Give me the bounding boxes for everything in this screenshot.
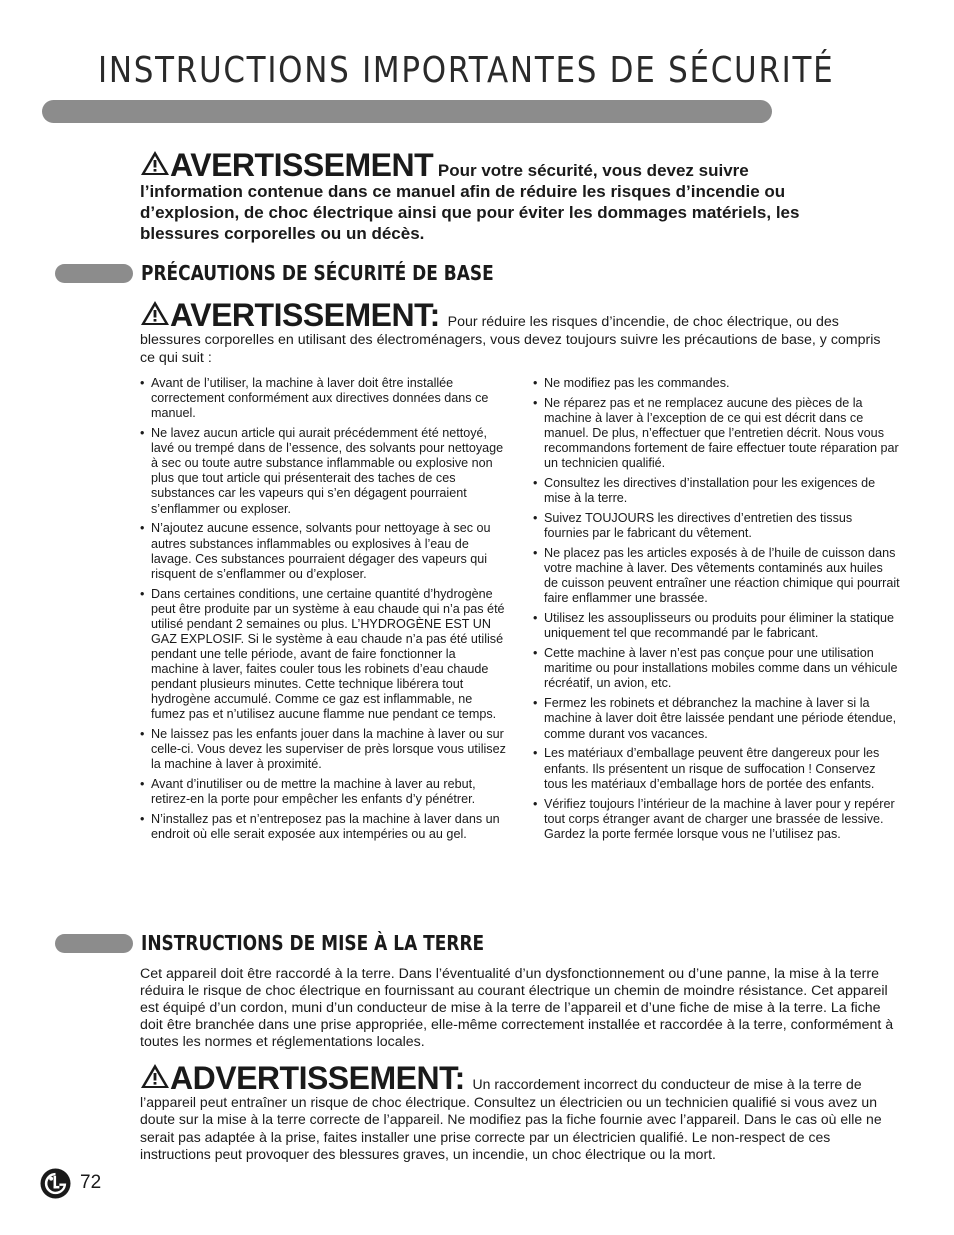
warning-triangle-icon [140, 300, 170, 326]
intro-text: l’information contenue dans ce manuel afin de réduire les risques d’incendie ou d’explosion, de choc électrique ainsi que pour éviter les dommages matériels, les blessures corporelles ou un décès. [140, 182, 800, 243]
list-item: • Avant de l’utiliser, la machine à laver doit être installée correctement conformément aux directives données dans ce manuel. [140, 376, 506, 421]
lg-logo-icon [40, 1168, 71, 1199]
warning-word: AVERTISSEMENT: [170, 297, 440, 333]
page-title: INSTRUCTIONS IMPORTANTES DE SÉCURITÉ [98, 50, 835, 91]
section-heading-basic-precautions: PRÉCAUTIONS DE SÉCURITÉ DE BASE [141, 261, 494, 285]
list-item: • Cette machine à laver n’est pas conçue pour une utilisation maritime ou pour installations mobiles comme dans un véhicule récréatif, un avion, etc. [533, 646, 900, 691]
list-item: • Fermez les robinets et débranchez la machine à laver si la machine à laver doit être laissée pendant une période étendue, comme durant vos vacances. [533, 696, 900, 741]
list-item: • N’installez pas et n’entreposez pas la machine à laver dans un endroit où elle serait exposée aux intempéries ou au gel. [140, 812, 506, 842]
list-item: • Ne laissez pas les enfants jouer dans la machine à laver ou sur celle-ci. Vous devez les superviser de près lorsque vous utilisez la machine à laver à proximité. [140, 727, 506, 772]
intro-text-lead: Pour votre sécurité, vous devez suivre [437, 161, 749, 180]
warning-text: Pour réduire les risques d’incendie, de choc électrique, ou des blessures corporelles en utilisant des électroménagers, vous devez toujours suivre les précautions de base, y compris ce qui suit : [140, 314, 881, 366]
grounding-paragraph: Cet appareil doit être raccordé à la terre. Dans l’éventualité d’un dysfonctionnement ou d’une panne, la mise à la terre réduira le risque de choc électrique en fournissant au courant électrique un chemin de moindre résistance. Cet appareil est équipé d’un cordon, muni d’un conducteur de mise à la terre de l’appareil et d’une fiche de mise à la terre. La fiche doit être branchée dans une prise appropriée, elle-même correctement installée et raccordée à la terre, conformément à toutes les normes et réglementations locales. [140, 966, 894, 1050]
list-item: • Suivez TOUJOURS les directives d’entretien des tissus fournies par le fabricant du vêtement. [533, 511, 900, 541]
list-item: • Dans certaines conditions, une certaine quantité d’hydrogène peut être produite par un système à eau chaude qui n’a pas été utilisé pendant 2 semaines ou plus. L’HYDROGÈNE EST UN GAZ EXPLOSIF. Si le système à eau chaude n’a pas été utilisé pendant une telle période, avant de faire fonctionner la machine à laver, faites couler tous les robinets d’eau chaude pendant plusieurs minutes. Cette technique libérera tout hydrogène accumulé. Comme ce gaz est inflammable, ne fumez pas et n’utilisez aucune flamme nue pendant ce temps. [140, 587, 506, 723]
list-item: • N’ajoutez aucune essence, solvants pour nettoyage à sec ou autres substances inflammables ou explosives à l’eau de lavage. Ces substances pourraient dégager des vapeurs qui risquent de s’enflammer ou d’exploser. [140, 521, 506, 581]
basic-precautions-warning [140, 297, 896, 367]
list-item: • Les matériaux d’emballage peuvent être dangereux pour les enfants. Ils présentent un risque de suffocation ! Conservez tous les matériaux d’emballage hors de portée des enfants. [533, 746, 900, 791]
precautions-left-column [140, 376, 506, 847]
section-marker [55, 934, 133, 953]
list-item: • Ne modifiez pas les commandes. [533, 376, 900, 391]
warning-triangle-icon [140, 150, 170, 176]
warning-word: ADVERTISSEMENT: [170, 1060, 465, 1096]
list-item: • Ne placez pas les articles exposés à de l’huile de cuisson dans votre machine à laver. Des vêtements contaminés aux huiles de cuisson peuvent entraîner une réaction chimique qui pourrait faire enflammer une brassée. [533, 546, 900, 606]
intro-warning [140, 147, 880, 244]
list-item: • Utilisez les assouplisseurs ou produits pour éliminer la statique uniquement tel que recommandé par le fabricant. [533, 611, 900, 641]
list-item: • Consultez les directives d’installation pour les exigences de mise à la terre. [533, 476, 900, 506]
warning-triangle-icon [140, 1063, 170, 1089]
precautions-right-column [533, 376, 900, 847]
list-item: • Ne lavez aucun article qui aurait précédemment été nettoyé, lavé ou trempé dans de l’essence, des solvants pour nettoyage à sec ou toute autre substance inflammable ou explosive non plus que tout article qui présenterait des taches de ces substances car les vapeurs qui s’en dégagent pourraient s’enflammer ou exploser. [140, 426, 506, 517]
section-heading-grounding: INSTRUCTIONS DE MISE À LA TERRE [141, 931, 485, 955]
warning-text: Un raccordement incorrect du conducteur de mise à la terre de l’appareil peut entraîner un risque de choc électrique. Consultez un électricien ou un technicien qualifié si vous avez un doute sur la mise à la terre correcte de l’appareil. Ne modifiez pas la fiche fournie avec l’appareil. Dans le cas où elle ne serait pas adaptée à la prise, faites installer une prise correcte par un électricien qualifié. Le non-respect de ces instructions peut provoquer des blessures graves, un incendie, un choc électrique ou la mort. [140, 1076, 882, 1162]
list-item: • Vérifiez toujours l’intérieur de la machine à laver pour y repérer tout corps étranger avant de charger une brassée de lessive. Gardez la porte fermée lorsque vous ne l’utilisez pas. [533, 797, 900, 842]
grounding-warning [140, 1060, 900, 1164]
page-number: 72 [80, 1172, 102, 1193]
title-divider-bar [42, 100, 772, 123]
section-marker [55, 264, 133, 283]
list-item: • Avant d’inutiliser ou de mettre la machine à laver au rebut, retirez-en la porte pour empêcher les enfants d’y pénétrer. [140, 777, 506, 807]
list-item: • Ne réparez pas et ne remplacez aucune des pièces de la machine à laver à l’exception de ce qui est décrit dans ce manuel. De plus, n’effectuer que l’entretien décrit. Nous vous recommandons fortement de faire effectuer toute réparation par un technicien qualifié. [533, 396, 900, 471]
warning-word: AVERTISSEMENT [170, 147, 434, 183]
